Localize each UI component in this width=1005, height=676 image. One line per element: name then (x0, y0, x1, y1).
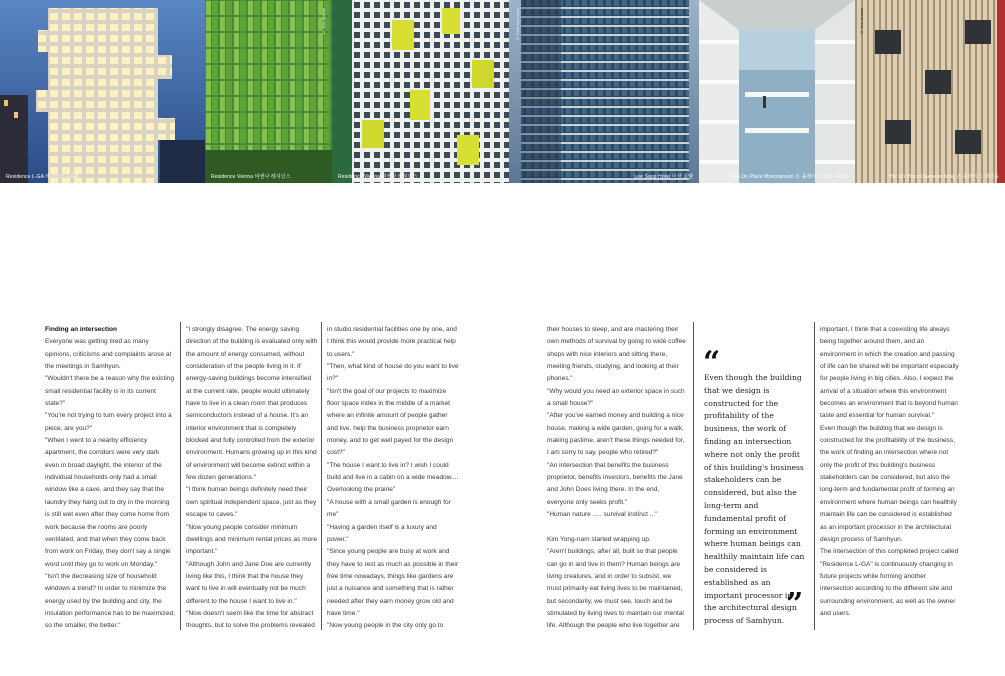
paragraph: important, I think that a coexisting life always being together around them, and an environment in which the creation and passing of life can be shared will be important especially for people living in big cities. Also, I expect the arrival of a situation where this environment becomes an environment that is beyond human taste and essential for human survival." (820, 326, 959, 420)
paragraph: "I think human beings definitely need their own spiritual independent space, just as they escape to caves." (186, 486, 317, 519)
paragraph: Everyone was getting tired as many opinions, criticisms and complaints arose at the meetings in Samhyun. (45, 338, 172, 371)
paragraph: "After you've earned money and building a nice house, making a wide garden, going for a walk, making pastime, aren't these things needed for, I am sorry to say, people who retired?" (547, 412, 685, 457)
paragraph: "Isn't the decreasing size of household windows a trend? In order to minimize the energy used by the building and city, the insulation performance has to be maximized, so the smaller, the better." (45, 572, 175, 630)
photo-credit: © Yoo Jeamin (859, 8, 864, 35)
photo-residence-lga (0, 0, 205, 183)
photo-residence-vienna-2-image (332, 0, 509, 183)
paragraph: "You're not trying to turn every project into a piece, are you?" (45, 412, 172, 432)
paragraph: "Isn't the goal of our projects to maximize floor space index in the middle of a market where an infinite amount of people gather and live, help the business proprietor earn money, and to get well payed for the design cost?" (327, 387, 454, 457)
paragraph: "An intersection that benefits the business proprietor, benefits investors, benefits the Jane and John Does living there. In the end, everyone only seeks profit." (547, 461, 683, 506)
paragraph: "When I went to a nearby efficiency apartment, the corridors were very dark even in broad daylight, the interior of the individual households only had a small window like a cave, and they say that the laundry they hang out to dry in the morning is still wet even after they come home from work because the rooms are poorly ventilated, and that when they come back from work on Friday, they don't say a single word until they go to work on Monday." (45, 437, 171, 568)
column-divider (693, 322, 694, 630)
photo-residence-lga-image (0, 0, 205, 183)
photo-lee-sang-hotel-image (509, 0, 699, 183)
paragraph: "Although John and Jane Doe are currently living like this, I think that the house they want to live in will eventually not be much different to the house I want to live in." (186, 560, 311, 605)
paragraph: Even though the building that we design is constructed for the profitability of the business, the work of finding an intersection where not only the profit of this building's business stakeholders can be considered, but also the long-term and fundamental profit of forming an environment where human beings can healthily maintain life can be considered is established as an important processor in the architectural design process of Samhyun. (820, 424, 957, 543)
paragraph: "Now doesn't seem like the time for abstract thoughts, but to solve the problems revealed (186, 609, 315, 630)
paragraph: "Now young people consider minimum dwellings and minimum rental prices as more important." (186, 523, 317, 556)
photo-strip (0, 0, 1005, 183)
photo-caption: The On Place Daeyeon-dong 온 플레이스 대연동 (887, 174, 999, 180)
column-divider (321, 322, 322, 630)
photo-residence-vienna-1-image (205, 0, 332, 183)
paragraph: "Aren't buildings, after all, built so that people can go in and live in them? Human beings are living creatures, and in order to subsist, we must primarily eat living lives to be maintained, but secondarily, we must see, touch and be stimulated by living lives to maintain our mental life. Although the people who live together are (547, 548, 684, 630)
photo-lee-sang-hotel (509, 0, 699, 183)
photo-residence-vienna-1 (205, 0, 332, 183)
photo-on-place-daeyeon-image (855, 0, 1005, 183)
photo-residence-vienna-2 (332, 0, 509, 183)
paragraph: "Then, what kind of house do you want to live in?" (327, 363, 459, 383)
text-column-1 (45, 324, 175, 633)
text-column-3 (327, 324, 459, 633)
paragraph: "Having a garden itself is a luxury and power." (327, 523, 437, 543)
text-column-2 (186, 324, 318, 633)
photo-on-place-myeongnyun (699, 0, 855, 183)
text-column-6 (820, 324, 960, 620)
photo-caption: Lee Sang Hotel 이상 호텔 (634, 174, 693, 180)
photo-caption: The On Place Myeongnyun 온 플레이스 명륜 대명동 (730, 174, 849, 180)
photo-on-place-myeongnyun-image (699, 0, 855, 183)
photo-credit: © Park Wan-soon (515, 8, 520, 42)
paragraph: "Why would you need an exterior space in such a small house?" (547, 387, 685, 408)
paragraph: "Wouldn't there be a reason why the existing small residential facility is in its current state?" (45, 375, 175, 408)
paragraph: "A house with a small garden is enough for me" (327, 498, 451, 519)
paragraph: "Since young people are busy at work and they have to rest as much as possible in their free time nowadays, things like gardens are just a nuisance and something that is rather needed after they earn money grow old and have time." (327, 548, 459, 617)
photo-caption: Residence L-GA 레지던스 L-GA (6, 174, 79, 180)
photo-on-place-daeyeon (855, 0, 1005, 183)
pull-quote: Even though the building that we design is constructed for the profitability of the business, the work of finding an intersection where not only the profit of this building's business stakeholders can be considered, but also the long-term and fundamental profit of forming an environment where human beings can healthily maintain life can be considered is established as an important processor in the architectural design process of Samhyun. (704, 373, 805, 626)
text-column-4 (547, 324, 687, 633)
photo-caption: Residence Vienna 비엔나 레지던스 (211, 174, 291, 180)
photo-credit: © Yoo Jeamin (321, 8, 326, 35)
close-quote-icon: ” (786, 587, 804, 622)
paragraph: "The house I want to live in? I wish I could build and live in a cabin on a wide meadow.... Overlooking the prairie" (327, 461, 459, 494)
paragraph: "Human nature ..... survival instinct ..." (547, 511, 658, 519)
paragraph: "Now young people in the city only go to (327, 622, 444, 630)
paragraph: Kim Yong-nam started wrapping up. (547, 535, 651, 543)
paragraph: The intersection of this completed project called "Residence L-GA" is continuously changing in future projects while forming another intersection according to the different site and surrounding environment, as well as the owner and users. (820, 548, 959, 617)
photo-caption: Residence Vienna 비엔나 레지던스 (338, 174, 418, 180)
section-heading: Finding an intersection (45, 326, 118, 333)
paragraph: in studio residential facilities one by one, and I think this would provide more practical help to users." (327, 326, 457, 358)
open-quote-icon: “ (703, 345, 721, 380)
paragraph-gap (547, 522, 687, 534)
paragraph: "I strongly disagree. The energy saving direction of the building is evaluated only with the amount of energy consumed, without consideration of the people living in it. If energy-saving buildings become intensified at the current rate, people would ultimately have to live in a clean room that produces semiconductors instead of a house. It's an interior environment that is completely blocked and fully controlled from the exterior environment. Humans growing up in this kind of environment will become extinct within a few dozen generations." (186, 326, 318, 482)
paragraph: their houses to sleep, and are mastering their own methods of survival by going to wide coffee shops with nice interiors and sitting there, meeting friends, studying, and looking at their phones." (547, 326, 686, 383)
column-divider (180, 322, 181, 630)
column-divider (814, 322, 815, 630)
